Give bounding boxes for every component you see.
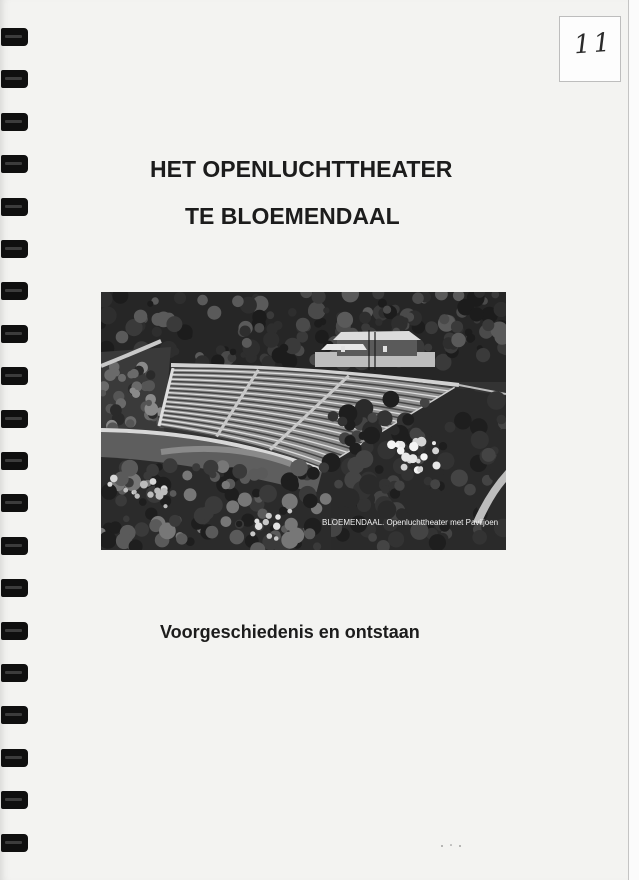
tree-foliage — [464, 484, 476, 496]
bush-foliage — [303, 494, 318, 509]
bush-foliage — [304, 528, 315, 539]
binding-ring-slit — [5, 120, 22, 123]
binding-ring — [1, 664, 28, 682]
bush-foliage — [285, 518, 298, 531]
tree-foliage — [439, 442, 447, 450]
flower-blossom — [255, 522, 263, 530]
tree-foliage — [497, 415, 507, 425]
binding-ring-slit — [5, 713, 22, 716]
flower-blossom — [263, 519, 269, 525]
bush-foliage — [221, 516, 232, 527]
tree-foliage — [266, 311, 274, 319]
tree-foliage — [340, 488, 359, 507]
tree-foliage — [402, 317, 408, 323]
tree-foliage — [338, 417, 348, 427]
tree-foliage — [368, 413, 378, 423]
tree-foliage — [110, 404, 122, 416]
bush-foliage — [206, 526, 219, 539]
binding-ring-slit — [5, 332, 22, 335]
binding-ring — [1, 791, 28, 809]
bush-foliage — [286, 479, 299, 492]
tree-foliage — [242, 338, 252, 348]
tree-foliage — [487, 391, 506, 410]
binding-ring — [1, 367, 28, 385]
flower-blossom — [433, 462, 441, 470]
tree-foliage — [207, 306, 221, 320]
flower-blossom — [432, 447, 439, 454]
tree-foliage — [472, 530, 487, 545]
flower-blossom — [401, 453, 410, 462]
binding-ring — [1, 325, 28, 343]
binding-ring — [1, 113, 28, 131]
bush-foliage — [320, 493, 332, 505]
binding-ring-slit — [5, 798, 22, 801]
bush-foliage — [139, 498, 147, 506]
bush-foliage — [176, 533, 187, 544]
scan-specks — [438, 840, 468, 852]
bush-foliage — [291, 459, 308, 476]
binding-ring-slit — [5, 417, 22, 420]
bush-foliage — [248, 469, 260, 481]
binding-ring — [1, 282, 28, 300]
amphitheater-photo — [101, 292, 506, 550]
flower-blossom — [133, 490, 137, 494]
title-line-1: HET OPENLUCHTTHEATER — [150, 156, 453, 182]
tree-foliage — [375, 465, 384, 474]
bush-foliage — [182, 471, 192, 481]
binding-ring-slit — [5, 77, 22, 80]
tree-foliage — [412, 292, 424, 304]
tree-foliage — [130, 369, 139, 378]
tree-foliage — [430, 479, 440, 489]
tree-foliage — [482, 448, 496, 462]
flower-blossom — [273, 523, 280, 530]
pavilion-window — [341, 346, 345, 352]
binding-ring-slit — [5, 841, 22, 844]
bush-foliage — [229, 504, 235, 510]
flower-blossom — [432, 441, 436, 445]
tree-foliage — [378, 501, 397, 520]
binding-ring-slit — [5, 35, 22, 38]
binding-ring-slit — [5, 162, 22, 165]
tree-foliage — [147, 301, 153, 307]
binding-ring — [1, 706, 28, 724]
tree-foliage — [394, 481, 404, 491]
tree-foliage — [388, 531, 404, 547]
bush-foliage — [238, 493, 252, 507]
binding-ring — [1, 28, 28, 46]
tree-foliage — [230, 349, 237, 356]
bush-foliage — [259, 485, 277, 503]
tree-foliage — [359, 312, 371, 324]
tree-foliage — [197, 295, 208, 306]
bush-foliage — [184, 488, 197, 501]
binding-ring — [1, 622, 28, 640]
flower-blossom — [150, 478, 157, 485]
flower-blossom — [160, 488, 167, 495]
flower-blossom — [274, 536, 279, 541]
tree-foliage — [314, 320, 322, 328]
binding-ring — [1, 155, 28, 173]
tree-foliage — [146, 370, 155, 379]
binding-ring — [1, 494, 28, 512]
flower-blossom — [110, 475, 118, 483]
tree-foliage — [425, 488, 442, 505]
tree-foliage — [424, 344, 432, 352]
tree-foliage — [375, 319, 382, 326]
flower-blossom — [250, 531, 255, 536]
tree-foliage — [171, 347, 179, 355]
bush-foliage — [319, 462, 329, 472]
binding-ring — [1, 198, 28, 216]
bush-foliage — [143, 472, 152, 481]
tree-foliage — [445, 422, 456, 433]
tree-foliage — [288, 308, 297, 317]
bush-foliage — [236, 521, 242, 527]
flower-blossom — [140, 481, 148, 489]
bush-foliage — [307, 467, 320, 480]
tree-foliage — [232, 296, 244, 308]
cover-photo — [101, 292, 506, 550]
tree-foliage — [402, 414, 414, 426]
bush-foliage — [205, 496, 223, 514]
tree-foliage — [240, 326, 251, 337]
binding-ring-slit — [5, 374, 22, 377]
bush-foliage — [169, 515, 181, 527]
binding-ring — [1, 240, 28, 258]
pavilion-roof — [333, 331, 421, 340]
tree-foliage — [323, 307, 329, 313]
binding-ring-slit — [5, 586, 22, 589]
handwritten-page-number: 11 — [573, 27, 615, 61]
tree-foliage — [467, 334, 475, 342]
tree-foliage — [420, 398, 430, 408]
flower-blossom — [123, 488, 128, 493]
binding-ring — [1, 834, 28, 852]
tree-foliage — [174, 292, 186, 304]
tree-foliage — [383, 306, 391, 314]
flower-blossom — [417, 437, 427, 447]
binding-ring-slit — [5, 671, 22, 674]
bush-foliage — [225, 487, 239, 501]
binding-ring — [1, 579, 28, 597]
tree-foliage — [381, 485, 389, 493]
binding-ring-slit — [5, 756, 22, 759]
binding-ring — [1, 452, 28, 470]
bush-foliage — [163, 458, 178, 473]
tree-foliage — [470, 307, 484, 321]
tree-foliage — [359, 474, 379, 494]
flower-blossom — [266, 513, 272, 519]
flower-blossom — [267, 533, 273, 539]
binding-ring — [1, 537, 28, 555]
bush-foliage — [170, 490, 177, 497]
tree-foliage — [368, 533, 377, 542]
tree-foliage — [126, 419, 134, 427]
flower-blossom — [275, 514, 281, 520]
tree-foliage — [252, 310, 266, 324]
tree-foliage — [144, 380, 155, 391]
tree-foliage — [146, 400, 152, 406]
tree-foliage — [273, 321, 282, 330]
tree-foliage — [476, 348, 490, 362]
photo-caption: BLOEMENDAAL. Openluchttheater met Paviljoen — [322, 518, 499, 527]
flower-blossom — [395, 443, 400, 448]
bush-foliage — [134, 522, 149, 537]
bush-foliage — [192, 463, 200, 471]
bush-foliage — [232, 464, 247, 479]
binding-ring-slit — [5, 459, 22, 462]
tree-foliage — [425, 321, 438, 334]
tree-foliage — [334, 480, 343, 489]
flower-blossom — [135, 493, 140, 498]
bush-foliage — [209, 471, 216, 478]
tree-foliage — [132, 390, 140, 398]
tree-foliage — [459, 388, 478, 407]
flower-blossom — [416, 459, 421, 464]
bush-foliage — [279, 507, 287, 515]
flower-blossom — [163, 504, 167, 508]
tree-foliage — [439, 314, 449, 324]
tree-foliage — [308, 307, 318, 317]
tree-foliage — [166, 316, 182, 332]
tree-foliage — [263, 332, 279, 348]
flower-blossom — [107, 482, 112, 487]
pavilion-window — [383, 346, 387, 352]
tree-foliage — [471, 431, 489, 449]
tree-foliage — [116, 331, 129, 344]
title-line-2: TE BLOEMENDAAL — [185, 203, 400, 229]
flower-blossom — [401, 464, 408, 471]
bush-foliage — [230, 530, 245, 545]
bush-foliage — [222, 481, 230, 489]
bush-foliage — [115, 495, 127, 507]
tree-foliage — [152, 327, 162, 337]
binding-ring-slit — [5, 205, 22, 208]
tree-foliage — [328, 411, 339, 422]
tree-foliage — [383, 391, 400, 408]
page-number-label — [559, 16, 621, 82]
flower-blossom — [287, 509, 292, 514]
binding-ring — [1, 749, 28, 767]
tree-foliage — [112, 369, 120, 377]
tree-foliage — [377, 410, 393, 426]
flower-blossom — [420, 453, 427, 460]
binding-ring-slit — [5, 501, 22, 504]
flower-blossom — [154, 488, 160, 494]
flower-blossom — [417, 467, 423, 473]
binding-ring-slit — [5, 629, 22, 632]
bush-foliage — [123, 516, 130, 523]
binding-ring-slit — [5, 289, 22, 292]
tree-foliage — [454, 412, 472, 430]
tree-foliage — [451, 321, 463, 333]
tree-foliage — [451, 470, 468, 487]
flower-blossom — [147, 491, 153, 497]
tree-foliage — [280, 344, 289, 353]
tree-foliage — [390, 425, 400, 435]
tree-foliage — [337, 312, 353, 328]
tree-foliage — [134, 310, 147, 323]
tree-foliage — [363, 427, 380, 444]
tree-foliage — [482, 319, 494, 331]
tree-foliage — [355, 450, 373, 468]
binding-ring-slit — [5, 544, 22, 547]
binding-ring — [1, 70, 28, 88]
tree-foliage — [451, 333, 465, 347]
binding-ring-slit — [5, 247, 22, 250]
binding-ring — [1, 410, 28, 428]
tree-foliage — [118, 374, 126, 382]
subtitle: Voorgeschiedenis en ontstaan — [160, 622, 420, 642]
tree-foliage — [254, 323, 264, 333]
tree-foliage — [296, 318, 310, 332]
